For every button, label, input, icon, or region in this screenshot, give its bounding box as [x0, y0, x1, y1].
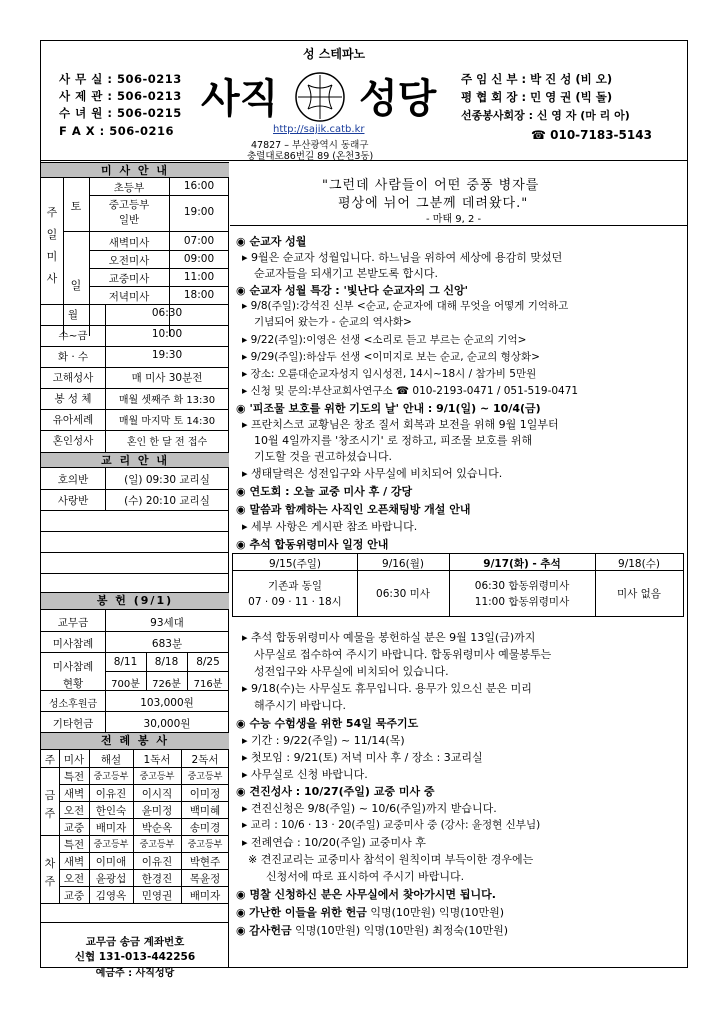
notice-text: 사무실로 접수하여 주시기 바랍니다. 합동위령미사 예물봉투는 — [254, 648, 552, 661]
attendance-date: 8/11 — [113, 656, 138, 668]
liturgy-cell: 배미자 — [189, 890, 221, 902]
notice-text: 기념되어 왔는가 - 순교의 역사화> — [254, 316, 412, 328]
notice-bullet: ▸ 9/22(주일):이영은 선생 <소리로 듣고 부르는 순교의 기억> — [242, 334, 527, 346]
mass-row-name: 저녁미사 — [108, 291, 150, 303]
notice-text: 순교자들을 되새기고 본받도록 합시다. — [254, 267, 439, 280]
notice-text: 성전입구와 사무실에 비치되어 있습니다. — [254, 665, 449, 678]
mass-row-time: 11:00 — [183, 271, 215, 283]
week-time: 매월 마지막 토 14:30 — [118, 416, 216, 427]
notice-bullet: ▸ 9/29(주일):하삼두 선생 <이미지로 보는 순교, 순교의 형상화> — [242, 351, 540, 363]
table-header: 9/17(화) - 추석 — [483, 558, 561, 570]
mass-row-name: 교중미사 — [108, 273, 150, 285]
week-time: 19:30 — [151, 349, 183, 361]
notice-bullet: ▸ 교리 : 10/6 · 13 · 20(주일) 교중미사 중 (강사: 윤정현 신부님) — [242, 819, 541, 831]
notice-bullet: ▸ 견진신청은 9/8(주일) ~ 10/6(주일)까지 받습니다. — [242, 802, 497, 815]
liturgy-group: 차주 — [44, 857, 56, 888]
liturgy-cell: 목윤정 — [189, 873, 221, 885]
mass-row-time: 19:00 — [183, 206, 215, 218]
liturgy-cell: 중고등부 — [139, 772, 175, 782]
attendance-value: 716분 — [193, 679, 223, 690]
header — [41, 41, 687, 161]
liturgy-cell: 중고등부 — [187, 772, 223, 782]
attendance-value: 700분 — [111, 679, 140, 690]
notice-martyrs-title: ◉ 순교자 성월 — [236, 235, 307, 248]
liturgy-cell: 이시직 — [141, 788, 173, 800]
notice-bullet: ▸ 9/18(수)는 사무실도 휴무입니다. 용무가 있으신 분은 미리 — [242, 682, 532, 695]
notice-bullet: ▸ 전례연습 : 10/20(주일) 교중미사 후 — [242, 836, 426, 849]
notice-bullet: ▸ 사무실로 신청 바랍니다. — [242, 768, 368, 781]
offering-value: 93세대 — [150, 617, 184, 629]
offering-value: 103,000원 — [140, 697, 194, 709]
week-day: 고해성사 — [52, 372, 94, 384]
church-name-left: 사직 — [201, 76, 279, 122]
notice-text: 10월 4일까지를 '창조시기' 로 정하고, 피조물 보호를 위해 — [254, 434, 533, 447]
notice-bullet: ▸ 프란치스코 교황님은 창조 질서 회복과 보전을 위해 9월 1일부터 — [242, 418, 559, 431]
notice-creation-title: ◉ '피조물 보호를 위한 기도의 날' 안내 : 9/1(일) ~ 10/4(금) — [236, 402, 541, 415]
attendance-label: 현황 — [62, 678, 84, 690]
notice-poor-offering: ◉ 가난한 이들을 위한 헌금 익명(10만원) 익명(10만원) — [236, 906, 505, 919]
week-time: 혼인 한 달 전 접수 — [126, 437, 208, 448]
liturgy-cell: 이미애 — [95, 856, 127, 868]
liturgy-col-header: 미사 — [63, 754, 85, 766]
mass-row-name: 초등부 — [113, 182, 145, 194]
notice-bullet: ▸ 9월은 순교자 성월입니다. 하느님을 위하여 세상에 용감히 맞섰던 — [242, 251, 563, 264]
notice-bullet: ▸ 장소: 오륜대순교자성지 임시성전, 14시~18시 / 참가비 5만원 — [242, 368, 537, 380]
address-line-1: 47827 – 부산광역시 동래구 — [251, 140, 369, 151]
quote-source: - 마태 9, 2 - — [426, 214, 482, 225]
liturgy-cell: 윤광섭 — [95, 873, 127, 885]
offering-heading: 봉 헌 (9/1) — [41, 592, 229, 610]
liturgy-cell: 박현주 — [189, 856, 221, 868]
sunday-mass-label: 주일미사 — [46, 206, 58, 285]
liturgy-cell: 배미자 — [95, 822, 127, 834]
notice-bullet: ▸ 세부 사항은 게시판 참조 바랍니다. — [242, 520, 418, 533]
table-cell: 06:30 합동위령미사 — [474, 580, 570, 592]
liturgy-cell: 새벽 — [63, 856, 85, 868]
liturgy-cell: 특전 — [63, 771, 85, 783]
table-header: 9/16(월) — [382, 558, 424, 570]
notice-chat-title: ◉ 말씀과 함께하는 사직인 오픈채팅방 개설 안내 — [236, 503, 471, 516]
liturgy-cell: 한경진 — [141, 873, 173, 885]
liturgy-col-header: 1독서 — [143, 754, 171, 766]
mass-row-time: 09:00 — [183, 253, 215, 265]
notice-memorial-title: ◉ 연도회 : 오늘 교중 미사 후 / 강당 — [236, 485, 413, 498]
top-title: 성 스테파노 — [303, 47, 366, 61]
notice-bullet: ▸ 추석 합동위령미사 예물을 봉헌하실 분은 9월 13일(금)까지 — [242, 631, 536, 644]
table-cell: 06:30 미사 — [376, 588, 430, 600]
notice-bullet: ▸ 생태달력은 성전입구와 사무실에 비치되어 있습니다. — [242, 467, 503, 480]
offering-name: 미사참례 — [52, 638, 94, 650]
liturgy-col-header: 2독서 — [191, 754, 219, 766]
notice-text: 해주시기 바랍니다. — [254, 699, 347, 712]
notice-rosary-title: ◉ 수능 수험생을 위한 54일 묵주기도 — [236, 717, 419, 730]
week-time: 10:00 — [151, 328, 183, 340]
notice-lecture-title: ◉ 순교자 성월 특강 : '빛난다 순교자의 그 신앙' — [236, 284, 469, 297]
website-link[interactable]: http://sajik.catb.kr — [273, 124, 365, 135]
offering-name: 기타헌금 — [52, 718, 94, 730]
liturgy-col-header: 주 — [44, 754, 56, 766]
offering-name: 성소후원금 — [48, 699, 98, 710]
attendance-label: 미사참례 — [52, 661, 94, 673]
account-label: 교무금 송금 계좌번호 — [85, 936, 185, 948]
contact-office: 사 무 실 : 506-0213 — [59, 72, 182, 86]
notice-thanks-offering: ◉ 감사헌금 익명(10만원) 익명(10만원) 최정숙(10만원) — [236, 924, 508, 937]
week-time: 매 미사 30분전 — [131, 372, 203, 384]
church-name-right: 성당 — [359, 76, 437, 122]
quote-line-2: 평상에 뉘어 그분께 데려왔다." — [338, 196, 529, 211]
notice-text: 기도할 것을 권고하셨습니다. — [254, 450, 393, 463]
week-day: 혼인성사 — [52, 435, 94, 447]
week-day: 수~금 — [58, 330, 88, 342]
edu-time: (수) 20:10 교리실 — [124, 495, 210, 507]
liturgy-cell: 이유진 — [95, 788, 127, 800]
liturgy-cell: 민영권 — [141, 890, 173, 902]
offering-name: 교무금 — [57, 617, 89, 629]
account-number: 신협 131-013-442256 — [74, 951, 196, 963]
notice-confirmation-title: ◉ 견진성사 : 10/27(주일) 교중 미사 중 — [236, 785, 435, 798]
table-cell: 07 · 09 · 11 · 18시 — [248, 596, 342, 608]
bulletin-page — [40, 40, 688, 979]
staff-funeral-president: 선종봉사회장 : 신 영 자 (마 리 아) — [461, 109, 630, 122]
mass-row-name: 중고등부 일반 — [108, 199, 150, 226]
notice-nametag: ◉ 명찰 신청하신 분은 사무실에서 찾아가시면 됩니다. — [236, 888, 496, 901]
week-time: 매월 셋째주 화 13:30 — [118, 395, 216, 406]
edu-name: 사랑반 — [57, 495, 89, 507]
notice-text: ※ 견진교리는 교중미사 참석이 원칙이며 부득이한 경우에는 — [248, 853, 534, 866]
week-day: 화 · 수 — [57, 351, 89, 363]
liturgy-cell: 오전 — [63, 873, 85, 885]
contact-rectory: 사 제 관 : 506-0213 — [59, 89, 182, 103]
mass-row-time: 16:00 — [183, 180, 215, 192]
notice-text: 신청서에 따로 표시하여 주시기 바랍니다. — [266, 870, 465, 883]
offering-value: 683분 — [151, 638, 183, 650]
attendance-value: 726분 — [152, 679, 181, 690]
saturday-label: 토 — [70, 200, 82, 213]
edu-name: 호의반 — [57, 474, 89, 486]
liturgy-cell: 중고등부 — [93, 772, 129, 782]
offering-value: 30,000원 — [143, 718, 191, 730]
account-holder: 예금주 : 사직성당 — [95, 968, 175, 979]
notice-bullet: ▸ 신청 및 문의:부산교회사연구소 ☎ 010-2193-0471 / 051-519-0471 — [242, 385, 579, 397]
week-day: 월 — [67, 309, 79, 321]
liturgy-col-header: 해설 — [100, 754, 122, 766]
liturgy-cell: 송미경 — [189, 822, 221, 834]
liturgy-group: 금주 — [44, 789, 56, 820]
notice-bullet: ▸ 첫모임 : 9/21(토) 저녁 미사 후 / 장소 : 3교리실 — [242, 751, 483, 764]
liturgy-cell: 김영옥 — [95, 890, 127, 902]
week-time: 06:30 — [151, 307, 183, 319]
notice-chuseok-title: ◉ 추석 합동위령미사 일정 안내 — [236, 538, 389, 551]
address-line-2: 충렬대로86번길 89 (온천3동) — [247, 151, 374, 162]
mass-row-name: 오전미사 — [108, 255, 150, 267]
contact-fax: F A X : 506-0216 — [59, 124, 175, 138]
liturgy-cell: 특전 — [63, 839, 85, 851]
liturgy-cell: 박순옥 — [141, 822, 173, 834]
mass-row-time: 07:00 — [183, 235, 215, 247]
table-header: 9/18(수) — [618, 558, 660, 570]
liturgy-cell: 중고등부 — [187, 840, 223, 850]
table-header: 9/15(주일) — [268, 558, 322, 570]
mass-row-time: 18:00 — [183, 289, 215, 301]
edu-time: (일) 09:30 교리실 — [124, 474, 210, 486]
liturgy-cell: 교중 — [63, 890, 85, 902]
table-cell: 미사 없음 — [617, 588, 661, 600]
week-day: 유아세례 — [52, 414, 94, 426]
notice-bullet: ▸ 기간 : 9/22(주일) ~ 11/14(목) — [242, 734, 405, 747]
mass-heading: 미 사 안 내 — [41, 162, 229, 178]
edu-heading: 교 리 안 내 — [41, 452, 229, 468]
mass-row-name: 새벽미사 — [108, 237, 150, 249]
week-day: 봉 성 체 — [54, 393, 92, 405]
chuseok-table — [232, 553, 684, 617]
notice-bullet: ▸ 9/8(주일):강석진 신부 <순교, 순교자에 대해 무엇을 어떻게 기억하고 — [242, 300, 569, 312]
church-logo-icon — [294, 71, 346, 123]
liturgy-cell: 새벽 — [63, 788, 85, 800]
table-cell: 기존과 동일 — [267, 580, 323, 592]
staff-pastor: 주 임 신 부 : 박 진 성 (비 오) — [461, 72, 613, 86]
staff-council-president: 평 협 회 장 : 민 영 권 (빅 돌) — [461, 90, 613, 104]
liturgy-cell: 교중 — [63, 822, 85, 834]
liturgy-heading: 전 례 봉 사 — [41, 732, 229, 750]
liturgy-cell: 백미혜 — [189, 805, 221, 817]
liturgy-cell: 윤미정 — [141, 805, 173, 817]
contact-convent: 수 녀 원 : 506-0215 — [59, 106, 182, 120]
left-column — [41, 162, 229, 979]
liturgy-cell: 이유진 — [141, 856, 173, 868]
liturgy-cell: 이미정 — [189, 788, 221, 800]
attendance-date: 8/25 — [196, 656, 220, 668]
quote-line-1: "그런데 사람들이 어떤 중풍 병자를 — [322, 178, 540, 193]
liturgy-cell: 중고등부 — [139, 840, 175, 850]
liturgy-cell: 오전 — [63, 805, 85, 817]
table-cell: 11:00 합동위령미사 — [474, 596, 570, 608]
liturgy-cell: 한인숙 — [95, 805, 127, 817]
liturgy-cell: 중고등부 — [93, 840, 129, 850]
attendance-date: 8/18 — [154, 656, 179, 668]
contact-phone: ☎ 010-7183-5143 — [531, 128, 652, 142]
right-column — [230, 162, 687, 967]
sunday-label: 일 — [70, 279, 82, 292]
